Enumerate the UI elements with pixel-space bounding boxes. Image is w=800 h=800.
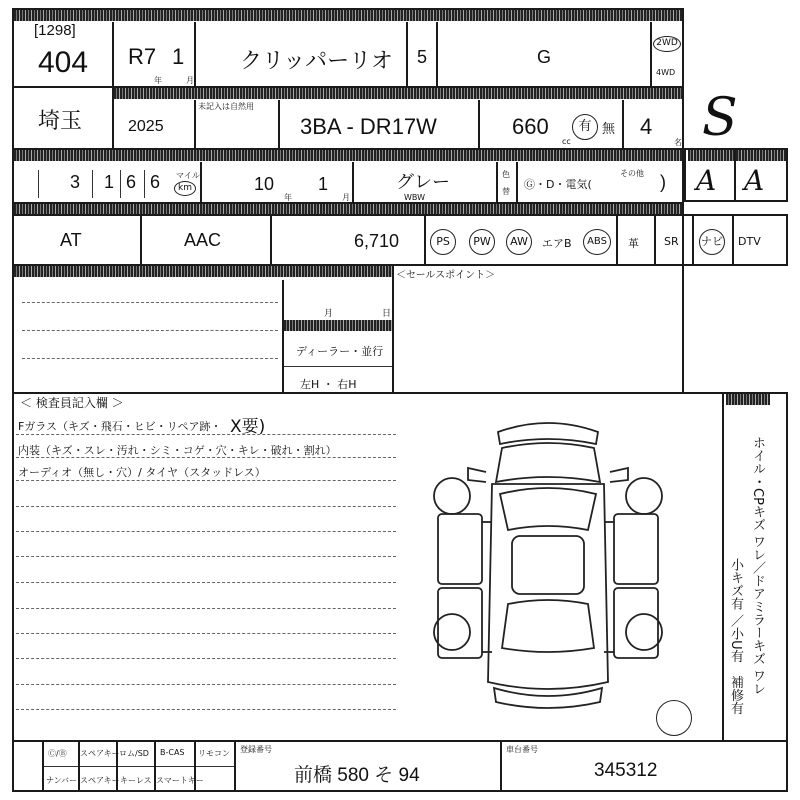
- divider: [516, 162, 518, 202]
- note-line: [16, 531, 396, 532]
- note-line: [16, 582, 396, 583]
- drive-2wd-circle: [653, 36, 681, 52]
- color-code: WBW: [404, 193, 426, 202]
- spare-tire-circle: [656, 700, 692, 736]
- bottom-cell-1-bottom: ナンバー: [46, 776, 78, 785]
- equip-abs-circle: [583, 229, 611, 255]
- dealer-band: [284, 320, 392, 331]
- has-label: 有: [578, 119, 592, 134]
- mileage-value: 6,710: [354, 231, 400, 251]
- car-diagram: [428, 412, 668, 730]
- divider: [112, 22, 114, 86]
- equip-navi-circle: [699, 229, 725, 255]
- digit-sep: [92, 170, 93, 198]
- registered-note: 未記入は自然用: [198, 102, 254, 111]
- drive-4wd: 4WD: [656, 68, 676, 77]
- note-line: [16, 506, 396, 507]
- divider: [616, 216, 618, 264]
- equip-airbag: エアB: [542, 237, 572, 250]
- divider: [44, 766, 234, 767]
- region: 埼玉: [38, 108, 83, 133]
- dealer-label: ディーラー・並行: [296, 345, 384, 358]
- vertical-notes-band: [726, 394, 770, 405]
- inspection-month: 1: [318, 174, 329, 194]
- divider: [500, 742, 502, 790]
- grade: G: [537, 47, 552, 67]
- divider: [692, 216, 694, 264]
- divider: [654, 216, 656, 264]
- inspection-year-unit: 年: [284, 193, 292, 202]
- equip-pw-circle: [469, 229, 495, 255]
- model-name: クリッパーリオ: [240, 48, 393, 73]
- fuel-options: Ⓖ・D・電気(: [524, 178, 592, 191]
- divider: [732, 216, 734, 264]
- bottom-cell-5-top: リモコン: [198, 749, 230, 758]
- seats-unit: 名: [674, 138, 682, 147]
- equip-dtv: DTV: [738, 235, 761, 248]
- seats: 4: [640, 114, 653, 139]
- divider: [234, 742, 236, 790]
- interior-grade: A: [696, 164, 717, 197]
- divider: [278, 100, 280, 148]
- note-line: [16, 709, 396, 710]
- divider: [424, 216, 426, 264]
- divider: [42, 742, 44, 790]
- mileage-unit-km-circle: [174, 181, 196, 196]
- note-line-2: 内装（キズ・スレ・汚れ・シミ・コゲ・穴・キレ・破れ・割れ）: [18, 444, 337, 457]
- divider: [194, 100, 196, 148]
- sales-line: [22, 330, 278, 331]
- header-band-row2: [114, 88, 682, 99]
- divider: [622, 100, 624, 148]
- inspection-year: 10: [254, 174, 275, 194]
- divider: [478, 100, 480, 148]
- note-line-1-mark: X要): [230, 417, 266, 437]
- divider: [392, 266, 394, 394]
- year-era: R7: [128, 44, 157, 69]
- bottom-cell-1-top: Ⓒ/Ⓑ: [48, 749, 67, 758]
- header-band-row5: [14, 266, 392, 277]
- equip-aw: AW: [510, 235, 528, 248]
- equip-ps: PS: [436, 235, 450, 248]
- note-line: [16, 633, 396, 634]
- bottom-cell-3-top: ロム/SD: [119, 749, 149, 758]
- note-line-3: オーディオ（無し・穴）/ タイヤ（スタッドレス）: [18, 466, 266, 479]
- mileage-unit-km: km: [178, 183, 192, 193]
- year-month: 1: [172, 44, 185, 69]
- plate-label: 登録番号: [240, 745, 272, 754]
- bottom-cell-2-top: スペアキー: [80, 749, 120, 758]
- header-band-row3: [14, 150, 682, 161]
- mileage-digit-4: 6: [150, 172, 161, 192]
- bottom-cell-4-top: B-CAS: [160, 748, 185, 757]
- mileage-digit-1: 3: [70, 172, 81, 192]
- digit-sep: [144, 170, 145, 198]
- divider: [496, 162, 498, 202]
- header-band-row1: [14, 10, 682, 21]
- note-line: [16, 556, 396, 557]
- plate-number: 前橋 580 そ 94: [294, 765, 420, 786]
- vertical-note-1: ホイル・CPキズ ワレ／ドアミラーキズ ワレ: [750, 436, 765, 696]
- color-label-top: 色: [502, 170, 510, 179]
- mileage-digit-3: 6: [126, 172, 137, 192]
- cc-unit: cc: [562, 137, 571, 146]
- vertical-note-2: 小キズ有 ／小U有 補修有: [728, 558, 743, 715]
- divider: [194, 22, 196, 86]
- equip-navi: ナビ: [701, 235, 723, 248]
- aircon: AAC: [184, 230, 222, 250]
- none-label: 無: [602, 122, 616, 137]
- note-line: [16, 434, 396, 435]
- note-line-1: Fガラス（キズ・飛石・ヒビ・リペア跡・: [18, 420, 222, 433]
- divider: [406, 22, 408, 86]
- score: S: [702, 88, 738, 148]
- has-label-circle: [572, 114, 598, 140]
- sales-line: [22, 358, 278, 359]
- handle-label: 左H ・ 右H: [300, 378, 357, 391]
- color: グレー: [396, 172, 450, 192]
- chassis-label: 車台番号: [506, 745, 538, 754]
- month-unit: 月: [186, 76, 194, 85]
- day-label-day: 日: [382, 309, 392, 319]
- equip-ps-circle: [430, 229, 456, 255]
- equip-leather: 革: [628, 237, 639, 250]
- divider: [270, 216, 272, 264]
- divider: [200, 162, 202, 202]
- note-line: [16, 457, 396, 458]
- inspection-month-unit: 月: [342, 193, 350, 202]
- divider: [650, 22, 652, 86]
- divider: [284, 366, 392, 367]
- bottom-cell-2-bottom: スペアキー: [80, 776, 120, 785]
- model-code: 3BA - DR17W: [300, 114, 437, 139]
- equip-abs: ABS: [587, 236, 607, 247]
- divider: [436, 22, 438, 86]
- equip-sr: SR: [664, 235, 679, 248]
- fuel-close: ): [660, 172, 666, 192]
- divider: [282, 280, 284, 394]
- doors: 5: [417, 47, 428, 67]
- digit-sep: [38, 170, 39, 198]
- drive-2wd: 2WD: [656, 38, 678, 48]
- sales-line: [22, 302, 278, 303]
- mileage-unit-mile: マイル: [176, 171, 200, 180]
- transmission: AT: [60, 230, 82, 250]
- mileage-digit-2: 1: [104, 172, 115, 192]
- equip-pw: PW: [473, 235, 491, 248]
- divider: [112, 88, 114, 148]
- chassis-number: 345312: [594, 760, 658, 781]
- bottom-cell-3-bottom: キーレス: [120, 776, 152, 785]
- lot-bracket: [1298]: [34, 22, 76, 39]
- note-line: [16, 684, 396, 685]
- lot-number: 404: [38, 46, 89, 79]
- note-line: [16, 658, 396, 659]
- note-line: [16, 608, 396, 609]
- day-label-month: 月: [324, 309, 334, 319]
- divider: [140, 216, 142, 264]
- bottom-cell-4-bottom: スマートキー: [156, 776, 204, 785]
- divider: [352, 162, 354, 202]
- digit-sep: [120, 170, 121, 198]
- sales-point-label: ＜セールスポイント＞: [396, 270, 496, 281]
- divider: [734, 150, 736, 202]
- year-unit: 年: [154, 76, 162, 85]
- equip-aw-circle: [506, 229, 532, 255]
- displacement: 660: [512, 114, 549, 139]
- exterior-grade: A: [744, 164, 765, 197]
- fuel-other-label: その他: [620, 169, 644, 178]
- color-label-bottom: 替: [502, 187, 510, 196]
- inspector-title: ＜ 検査員記入欄 ＞: [20, 396, 124, 410]
- ref-year: 2025: [128, 118, 164, 135]
- note-line: [16, 480, 396, 481]
